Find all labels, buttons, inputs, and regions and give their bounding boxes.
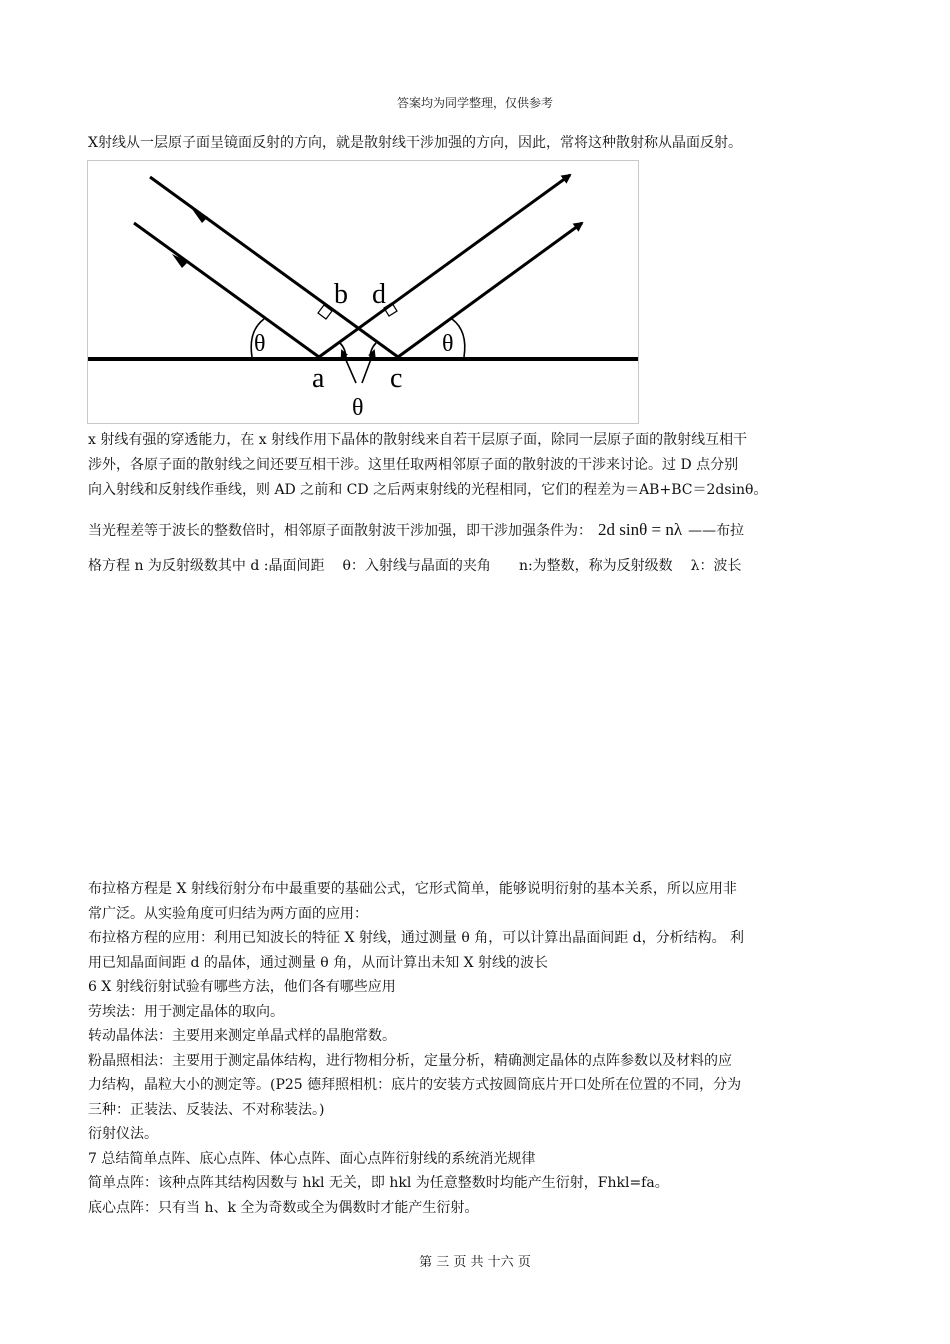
body-line: 布拉格方程是 X 射线衍射分布中最重要的基础公式，它形式简单，能够说明衍射的基本关系，所以应用非 [88, 881, 737, 897]
theta-pointer-right [362, 351, 374, 383]
var-lambda: λ：波长 [690, 558, 742, 574]
interference-line-3: 向入射线和反射线作垂线，则 AD 之前和 CD 之后两束射线的光程相同，它们的程差为＝AB+BC＝2dsinθ。 [88, 482, 768, 498]
var-n: n:为整数，称为反射级数 [518, 558, 673, 574]
body-line: 三种：正装法、反装法、不对称装法。) [88, 1101, 325, 1118]
body-line: 劳埃法：用于测定晶体的取向。 [88, 1003, 284, 1020]
interference-line-1: x 射线有强的穿透能力，在 x 射线作用下晶体的散射线来自若干层原子面，除同一层原子面的散射线互相干 [88, 432, 748, 448]
body-line: 衍射仪法。 [88, 1126, 158, 1142]
interference-paragraph [88, 428, 868, 503]
page-footer: 第 三 页 共 十六 页 [419, 1255, 531, 1270]
bragg-condition-text: 当光程差等于波长的整数倍时，相邻原子面散射波干涉加强，即干涉加强条件为： [88, 523, 592, 539]
body-line: 转动晶体法：主要用来测定单晶式样的晶胞常数。 [88, 1028, 396, 1044]
bragg-diffraction-figure [87, 160, 639, 424]
label-theta-bottom: θ [352, 395, 364, 421]
bragg-variables-line [88, 554, 868, 579]
intro-paragraph: X射线从一层原子面呈镜面反射的方向，就是散射线干涉加强的方向，因此，常将这种散射称从晶面反射。 [88, 135, 742, 151]
bragg-condition-line [88, 517, 868, 544]
theta-pointer-left [342, 351, 356, 383]
label-d: d [372, 279, 386, 310]
bragg-formula: 2d sinθ = nλ [598, 520, 683, 539]
body-line: 用已知晶面间距 d 的晶体，通过测量 θ 角，从而计算出未知 X 射线的波长 [88, 954, 549, 971]
reflected-ray-left [319, 175, 570, 357]
interference-line-2: 涉外，各原子面的散射线之间还要互相干涉。这里任取两相邻原子面的散射波的干涉来讨论。过 D 点分别 [88, 457, 739, 473]
body-line: 布拉格方程的应用：利用已知波长的特征 X 射线，通过测量 θ 角，可以计算出晶面间距 d，分析结构。 利 [88, 930, 745, 946]
reflected-ray-right [398, 223, 582, 357]
body-line: 常广泛。从实验角度可归结为两方面的应用： [88, 905, 368, 922]
body-line: 简单点阵：该种点阵其结构因数与 hkl 无关，即 hkl 为任意整数时均能产生衍射，Fhkl=fa。 [88, 1175, 669, 1191]
incident-ray-lower [134, 223, 319, 357]
label-theta-left: θ [254, 331, 266, 357]
theta-arc-center-right [370, 343, 376, 359]
question-7-heading: 7 总结简单点阵、底心点阵、体心点阵、面心点阵衍射线的系统消光规律 [88, 1150, 536, 1167]
var-theta: θ：入射线与晶面的夹角 [342, 558, 491, 574]
incident-ray-upper [150, 177, 398, 357]
page-header: 答案均为同学整理，仅供参考 [396, 96, 553, 110]
label-c: c [390, 363, 403, 394]
label-b: b [334, 279, 348, 310]
var-n-d: 格方程 n 为反射级数其中 d :晶面间距 [88, 558, 325, 574]
theta-arc-right [452, 319, 465, 357]
label-theta-right: θ [442, 331, 454, 357]
body-text [88, 877, 868, 1220]
label-a: a [312, 363, 325, 394]
bragg-condition-tail: ——布拉 [688, 523, 745, 539]
body-line: 底心点阵：只有当 h、k 全为奇数或全为偶数时才能产生衍射。 [88, 1199, 479, 1216]
body-line: 力结构，晶粒大小的测定等。(P25 德拜照相机：底片的安装方式按圆筒底片开口处所在位置的不同，分为 [88, 1077, 742, 1093]
body-line: 粉晶照相法：主要用于测定晶体结构，进行物相分析，定量分析，精确测定晶体的点阵参数以及材料的应 [88, 1052, 732, 1069]
question-6-heading: 6 X 射线衍射试验有哪些方法，他们各有哪些应用 [88, 979, 396, 995]
incident-arrowhead-upper [192, 209, 208, 223]
